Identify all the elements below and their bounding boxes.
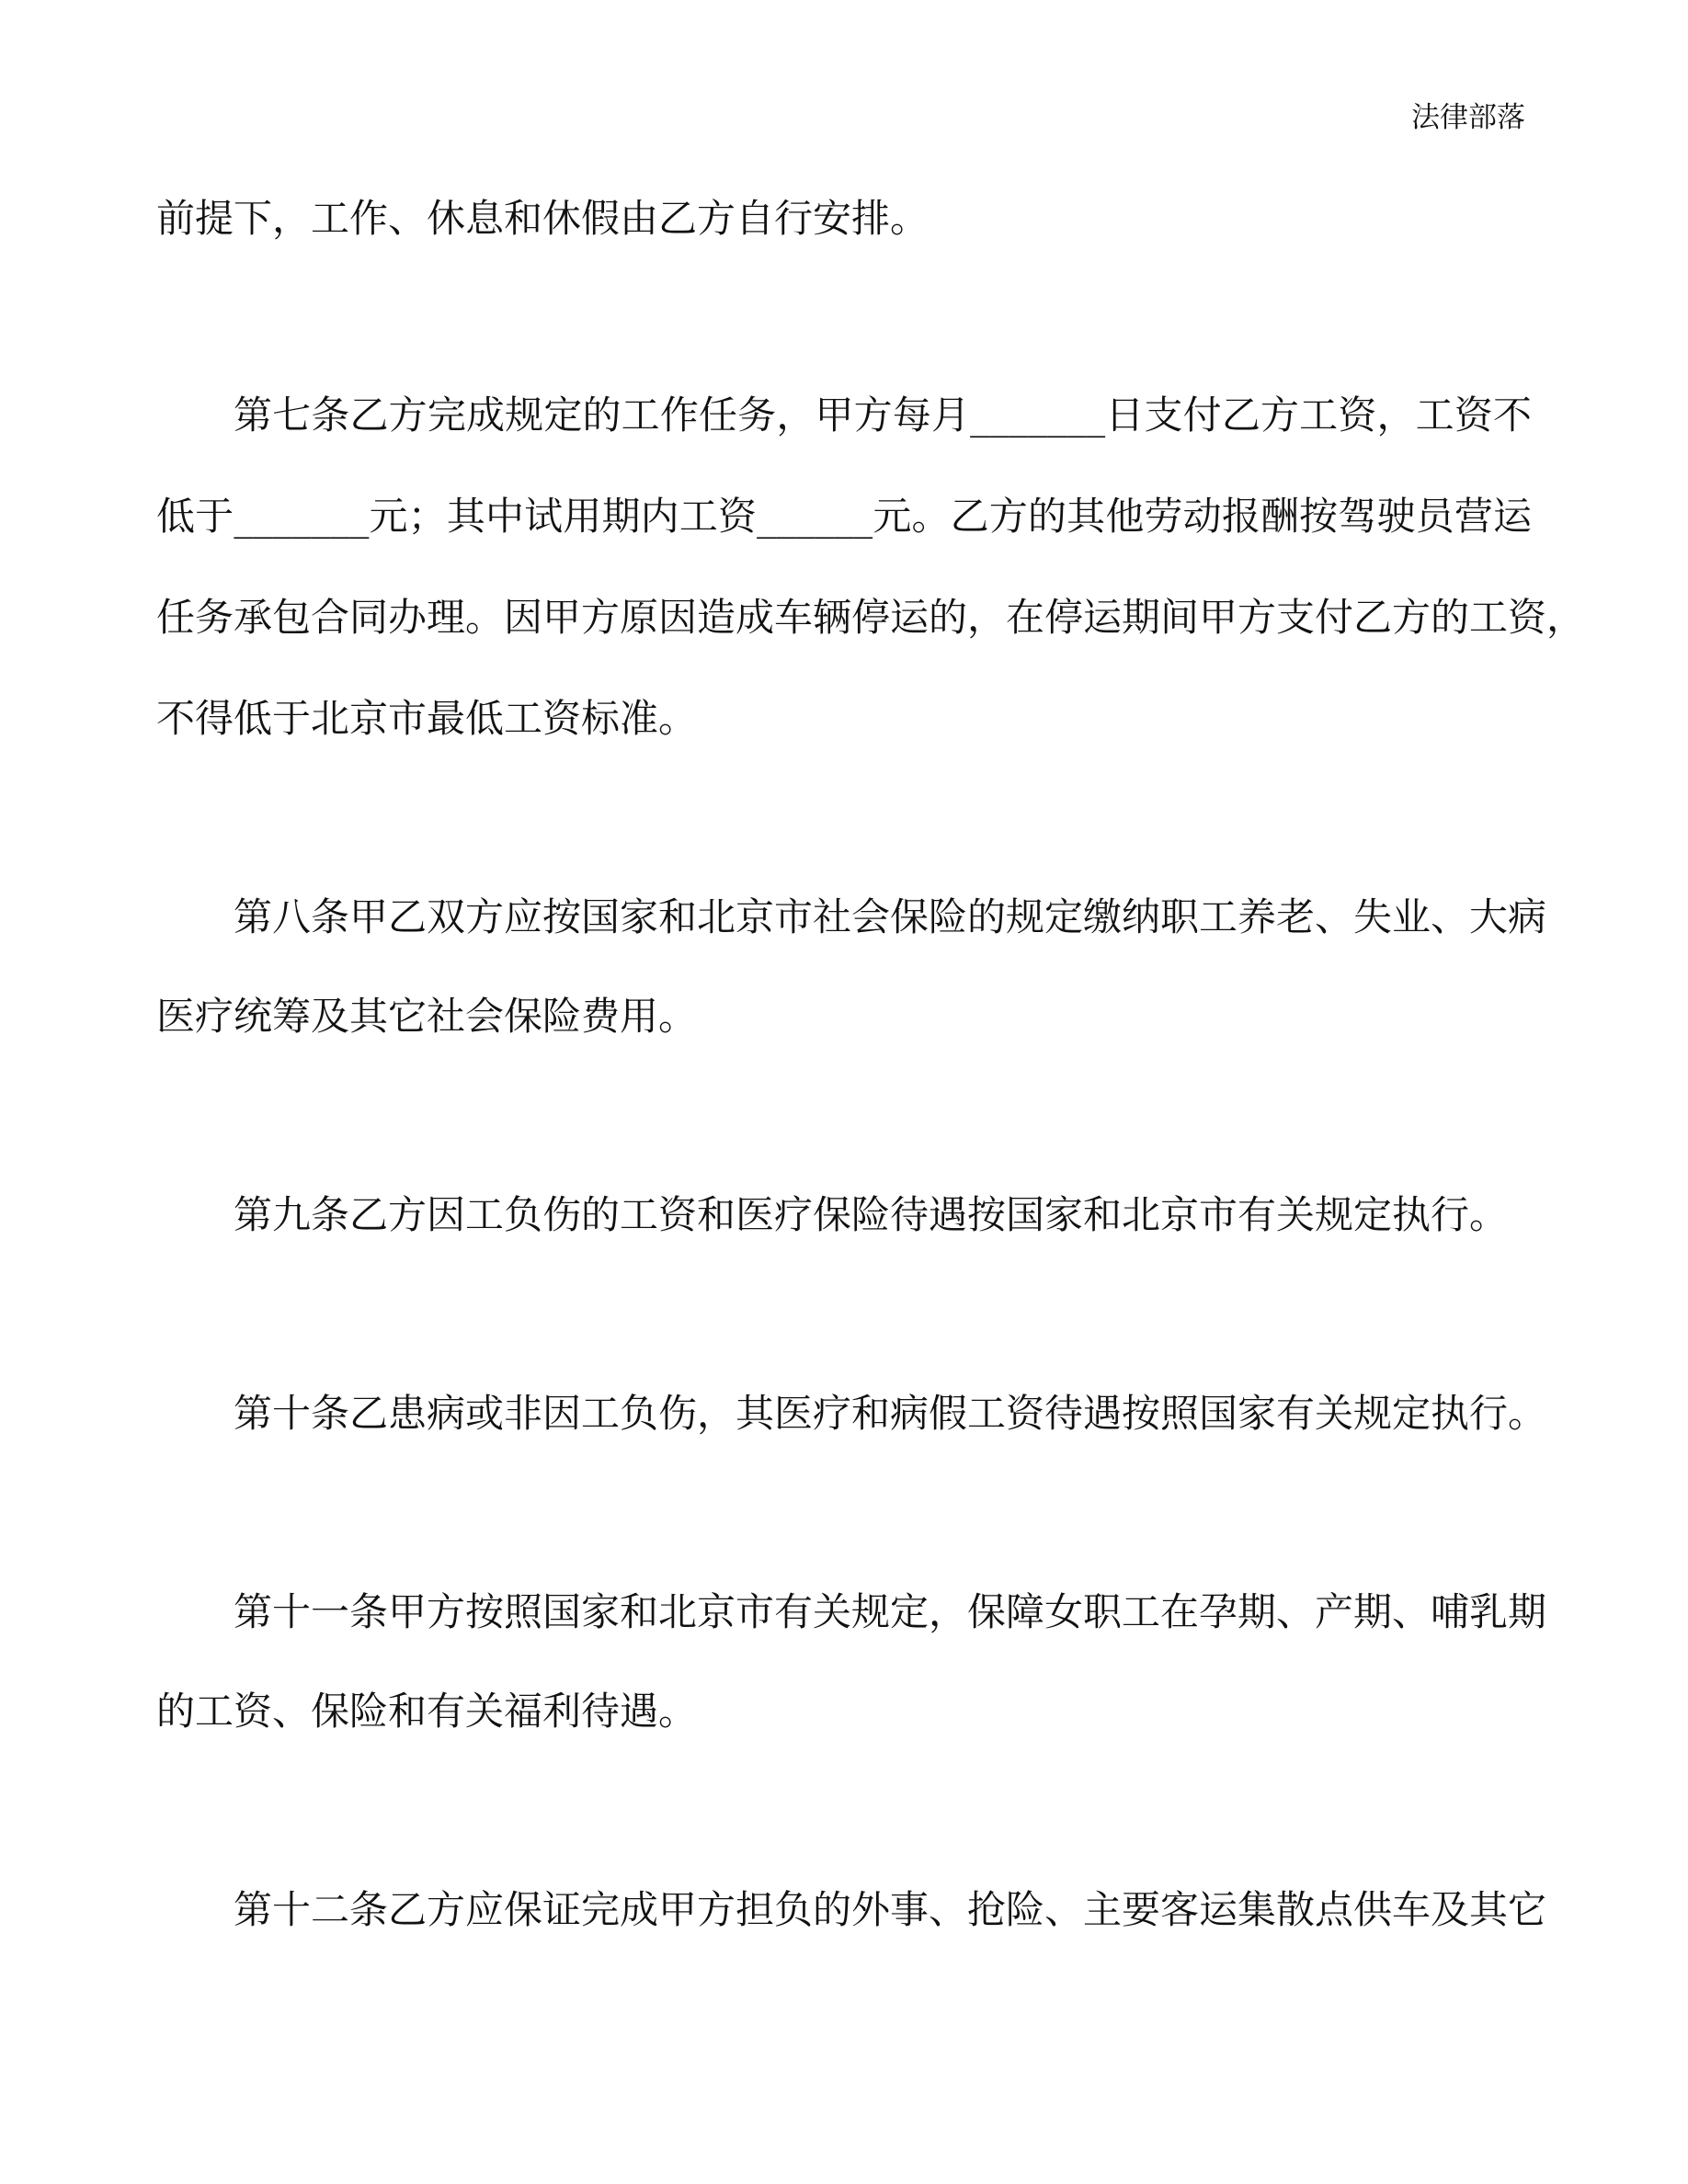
document-line: 第十条乙患病或非因工负伤，其医疗和病假工资待遇按照国家有关规定执行。 <box>234 1391 1547 1436</box>
header-brand: 法律部落 <box>1411 101 1525 134</box>
document-line: 的工资、保险和有关福利待遇。 <box>156 1689 698 1734</box>
document-line: 第八条甲乙双方应按国家和北京市社会保险的规定缴纳职工养老、失业、大病 <box>234 894 1547 939</box>
document-line: 前提下，工作、休息和休假由乙方自行安排。 <box>156 196 930 241</box>
document-line: 第十二条乙方应保证完成甲方担负的外事、抢险、主要客运集散点供车及其它 <box>234 1887 1547 1932</box>
document-line: 第九条乙方因工负伤的工资和医疗保险待遇按国家和北京市有关规定执行。 <box>234 1192 1509 1237</box>
document-line: 第十一条甲方按照国家和北京市有关规定，保障女职工在孕期、产期、哺乳期 <box>234 1589 1547 1634</box>
document-line: 第七条乙方完成规定的工作任务，甲方每月_______日支付乙方工资，工资不 <box>234 392 1532 438</box>
document-line: 医疗统筹及其它社会保险费用。 <box>156 994 698 1039</box>
document-line: 不得低于北京市最低工资标准。 <box>156 696 698 741</box>
document-line: 低于_______元；其中试用期内工资______元。乙方的其他劳动报酬按驾驶员营运 <box>156 494 1532 539</box>
document-line: 任务承包合同办理。因甲方原因造成车辆停运的，在停运期间甲方支付乙方的工资， <box>156 595 1586 640</box>
